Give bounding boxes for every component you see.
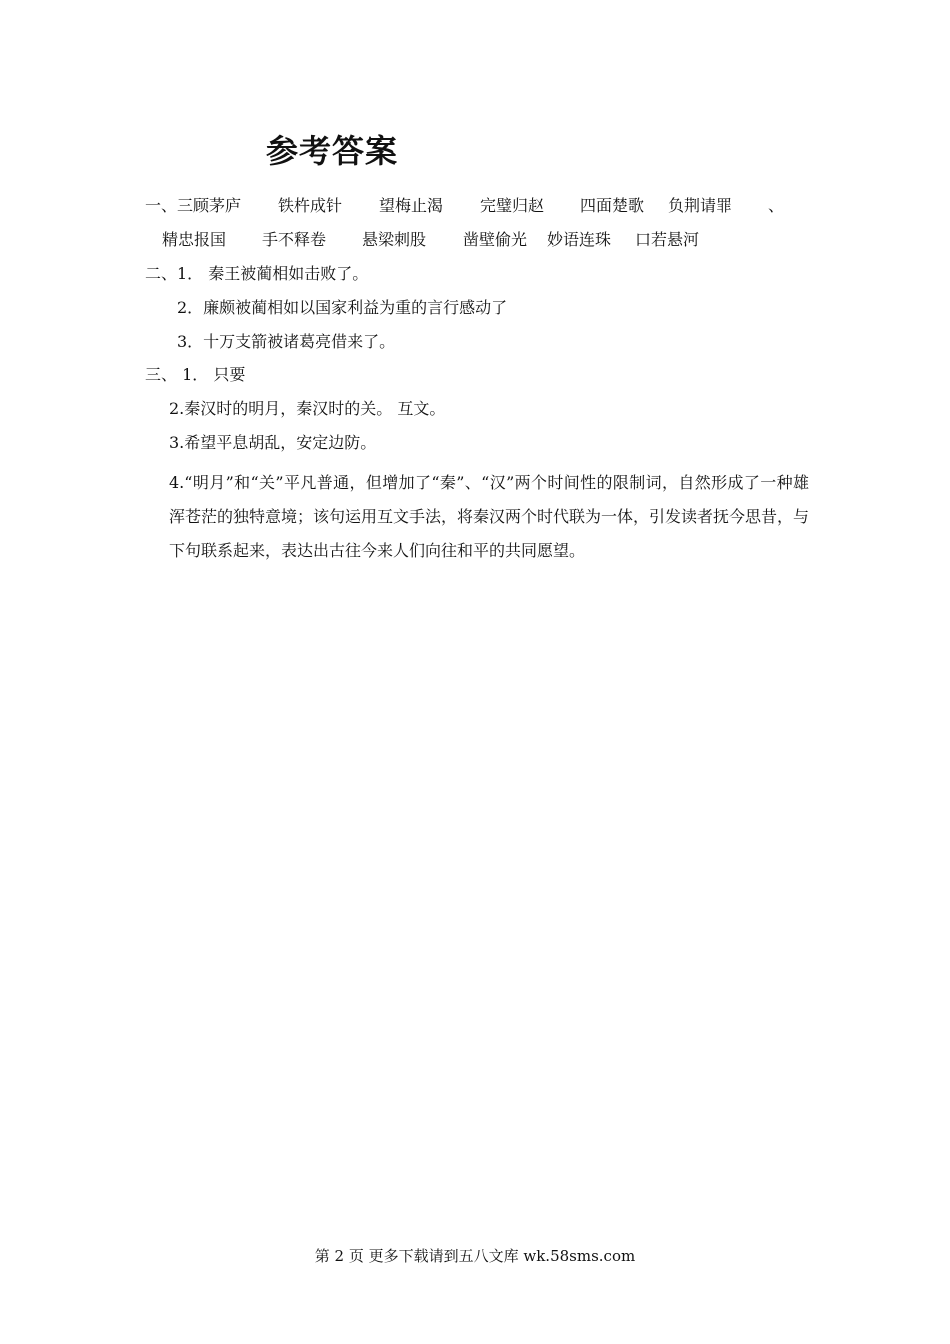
section2-answer-2: 2．廉颇被蔺相如以国家利益为重的言行感动了 — [177, 298, 508, 317]
section3-answer-3: 3.希望平息胡乱，安定边防。 — [169, 433, 377, 452]
idiom-item: 铁杵成针 — [278, 196, 343, 215]
idiom-item: 妙语连珠 — [547, 230, 612, 249]
idiom-item: 一、三顾茅庐 — [145, 196, 242, 215]
idiom-item: 悬梁刺股 — [362, 230, 427, 249]
idiom-item: 四面楚歌 — [580, 196, 645, 215]
page-footer: 第 2 页 更多下载请到五八文库 wk.58sms.com — [314, 1247, 636, 1265]
section3-answer-1: 三、 1． 只要 — [145, 365, 246, 384]
section3-answer-2: 2.秦汉时的明月，秦汉时的关。 互文。 — [169, 399, 446, 418]
enumeration-mark: 、 — [768, 196, 785, 215]
idiom-item: 精忠报国 — [162, 230, 227, 249]
section2-answer-1: 二、1． 秦王被蔺相如击败了。 — [145, 264, 369, 283]
idiom-item: 负荆请罪 — [668, 196, 733, 215]
section3-answer-4: 4.“明月”和“关”平凡普通，但增加了“秦”、“汉”两个时间性的限制词，自然形成了一种雄浑苍茫的独特意境；该句运用互文手法，将秦汉两个时代联为一体，引发读者抚今思昔，与下句联系起来，表达出古往今来人们向往和平的共同愿望。 — [169, 473, 810, 560]
idiom-item: 凿壁偷光 — [463, 230, 528, 249]
idiom-item: 手不释卷 — [262, 230, 327, 249]
idiom-item: 口若悬河 — [635, 230, 700, 249]
idiom-item: 完璧归赵 — [480, 196, 545, 215]
page-title: 参考答案 — [266, 132, 399, 170]
section2-answer-3: 3．十万支箭被诸葛亮借来了。 — [177, 332, 396, 351]
idiom-item: 望梅止渴 — [379, 196, 444, 215]
